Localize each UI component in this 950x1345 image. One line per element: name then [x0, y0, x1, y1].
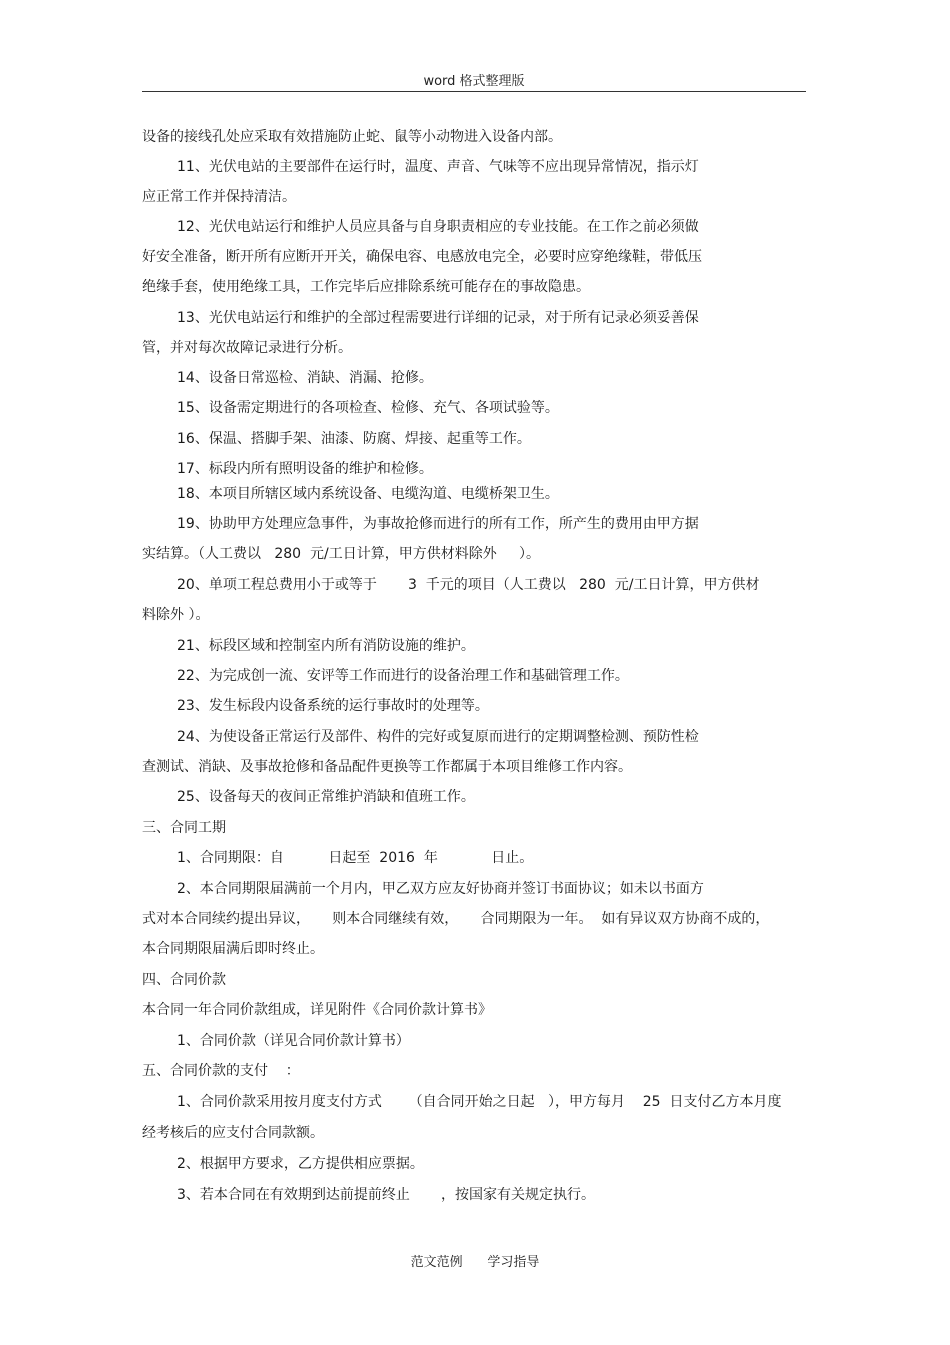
text-line: 绝缘手套，使用绝缘工具，工作完毕后应排除系统可能存在的事故隐患。 — [142, 279, 590, 295]
text-line: 1、合同价款采用按月度支付方式 （自合同开始之日起 ），甲方每月 25 日支付乙方本月度 — [177, 1094, 782, 1110]
text-line: 料除外 ）。 — [142, 607, 210, 623]
text-line: 18、本项目所辖区域内系统设备、电缆沟道、电缆桥架卫生。 — [177, 486, 559, 502]
text-line: 17、标段内所有照明设备的维护和检修。 — [177, 461, 433, 477]
text-line: 好安全准备，断开所有应断开开关，确保电容、电感放电完全，必要时应穿绝缘鞋，带低压 — [142, 249, 702, 265]
text-line: 13、光伏电站运行和维护的全部过程需要进行详细的记录，对于所有记录必须妥善保 — [177, 310, 699, 326]
text-line: 2、本合同期限届满前一个月内，甲乙双方应友好协商并签订书面协议；如未以书面方 — [177, 881, 704, 897]
page-footer: 范文范例 学习指导 — [410, 1255, 540, 1270]
text-line: 查测试、消缺、及事故抢修和备品配件更换等工作都属于本项目维修工作内容。 — [142, 759, 632, 775]
text-line: 12、光伏电站运行和维护人员应具备与自身职责相应的专业技能。在工作之前必须做 — [177, 219, 699, 235]
text-line: 实结算。（人工费以 280 元/工日计算，甲方供材料除外 ）。 — [142, 546, 540, 562]
text-line: 五、合同价款的支付 ： — [142, 1063, 300, 1079]
text-line: 19、协助甲方处理应急事件，为事故抢修而进行的所有工作，所产生的费用由甲方据 — [177, 516, 699, 532]
text-line: 三、合同工期 — [142, 820, 226, 836]
text-line: 14、设备日常巡检、消缺、消漏、抢修。 — [177, 370, 433, 386]
text-line: 3、若本合同在有效期到达前提前终止 ，按国家有关规定执行。 — [177, 1187, 596, 1203]
text-line: 22、为完成创一流、安评等工作而进行的设备治理工作和基础管理工作。 — [177, 668, 629, 684]
text-line: 11、光伏电站的主要部件在运行时，温度、声音、气味等不应出现异常情况，指示灯 — [177, 159, 699, 175]
text-line: 20、单项工程总费用小于或等于 3 千元的项目（人工费以 280 元/工日计算，甲方供材 — [177, 577, 760, 593]
text-line: 四、合同价款 — [142, 972, 226, 988]
header-rule — [142, 91, 806, 92]
text-line: 23、发生标段内设备系统的运行事故时的处理等。 — [177, 698, 489, 714]
text-line: 式对本合同续约提出异议， 则本合同继续有效， 合同期限为一年。 如有异议双方协商不成的， — [142, 911, 770, 927]
text-line: 2、根据甲方要求，乙方提供相应票据。 — [177, 1156, 424, 1172]
text-line: 管，并对每次故障记录进行分析。 — [142, 340, 352, 356]
text-line: 25、设备每天的夜间正常维护消缺和值班工作。 — [177, 789, 475, 805]
text-line: 设备的接线孔处应采取有效措施防止蛇、鼠等小动物进入设备内部。 — [142, 129, 562, 145]
text-line: 本合同期限届满后即时终止。 — [142, 941, 324, 957]
text-line: 15、设备需定期进行的各项检查、检修、充气、各项试验等。 — [177, 400, 559, 416]
page-header: word 格式整理版 — [423, 74, 525, 89]
text-line: 应正常工作并保持清洁。 — [142, 189, 296, 205]
text-line: 21、标段区域和控制室内所有消防设施的维护。 — [177, 638, 475, 654]
text-line: 1、合同价款（详见合同价款计算书） — [177, 1033, 410, 1049]
text-line: 24、为使设备正常运行及部件、构件的完好或复原而进行的定期调整检测、预防性检 — [177, 729, 699, 745]
text-line: 经考核后的应支付合同款额。 — [142, 1125, 324, 1141]
text-line: 16、保温、搭脚手架、油漆、防腐、焊接、起重等工作。 — [177, 431, 531, 447]
text-line: 1、合同期限：自 日起至 2016 年 日止。 — [177, 850, 534, 866]
text-line: 本合同一年合同价款组成，详见附件《合同价款计算书》 — [142, 1002, 492, 1018]
